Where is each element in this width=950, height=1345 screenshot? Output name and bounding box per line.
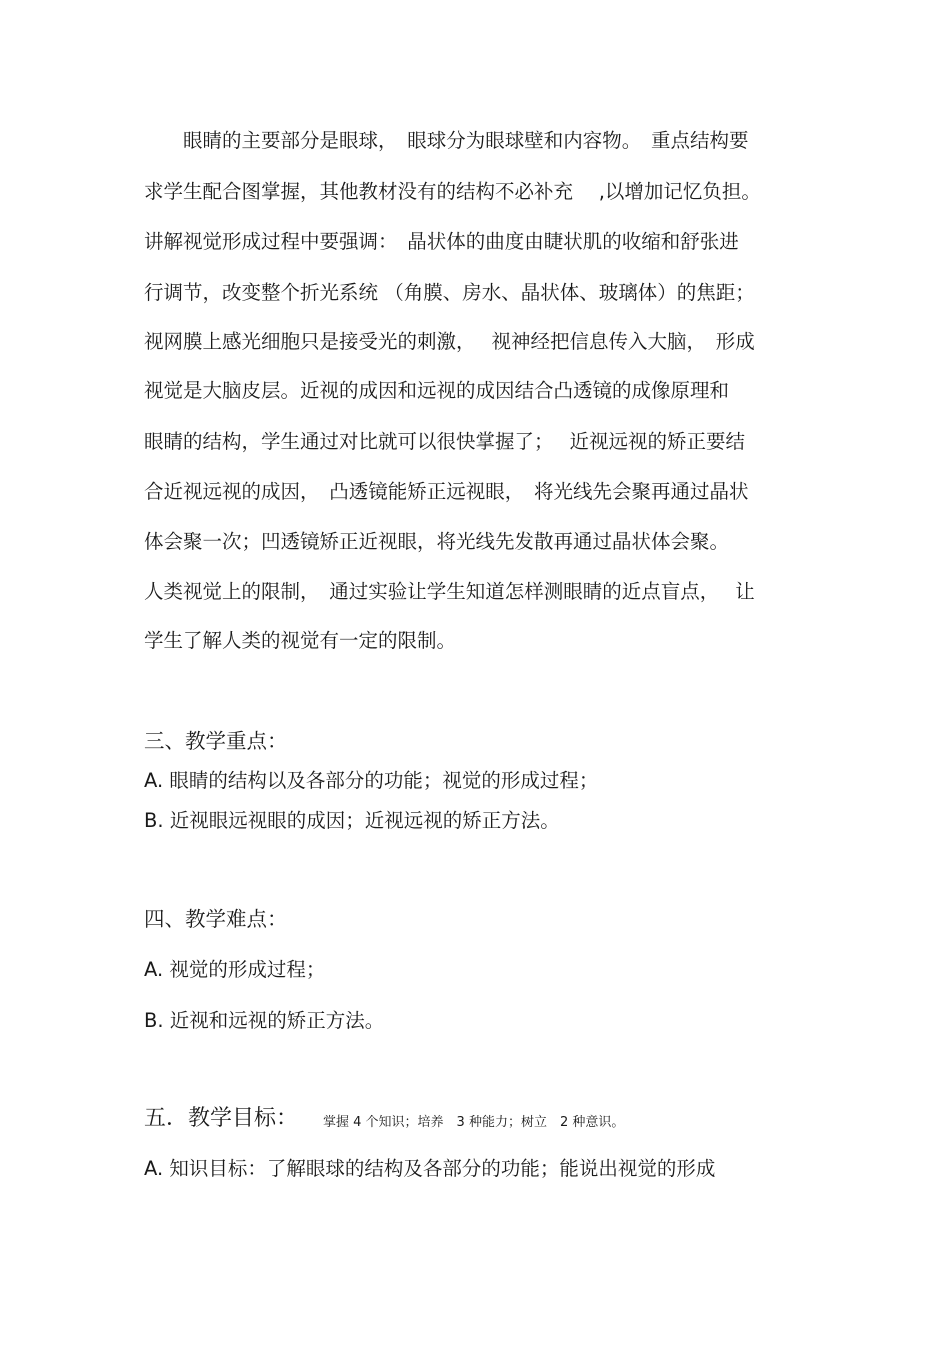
paragraph-line: 眼睛的结构，学生通过对比就可以很快掌握了； 近视远视的矫正要结 [144,430,745,453]
paragraph-line: 体会聚一次；凹透镜矫正近视眼，将光线先发散再通过晶状体会聚。 [144,530,730,553]
section-heading-key-points: 三、教学重点： [144,729,288,753]
paragraph-line: 求学生配合图掌握，其他教材没有的结构不必补充 ,以增加记忆负担。 [144,180,761,203]
list-item: A. 知识目标：了解眼球的结构及各部分的功能；能说出视觉的形成 [144,1157,716,1180]
section-heading-difficulties: 四、教学难点： [144,907,288,931]
objectives-note: 掌握 4 个知识；培养 3 种能力；树立 2 种意识。 [323,1115,625,1130]
list-item: B. 近视和远视的矫正方法。 [144,1009,385,1032]
paragraph-line: 讲解视觉形成过程中要强调： 晶状体的曲度由睫状肌的收缩和舒张进 [144,230,739,253]
section-heading-objectives: 五．教学目标： [144,1106,299,1131]
paragraph-line: 合近视远视的成因， 凸透镜能矫正远视眼， 将光线先会聚再通过晶状 [144,480,749,503]
list-item: A. 眼睛的结构以及各部分的功能；视觉的形成过程； [144,769,599,792]
paragraph-line: 视网膜上感光细胞只是接受光的刺激， 视神经把信息传入大脑， 形成 [144,330,755,353]
list-item: A. 视觉的形成过程； [144,958,326,981]
paragraph-line: 眼睛的主要部分是眼球， 眼球分为眼球壁和内容物。 重点结构要 [144,129,749,152]
paragraph-line: 学生了解人类的视觉有一定的限制。 [144,629,457,652]
paragraph-line: 人类视觉上的限制， 通过实验让学生知道怎样测眼睛的近点盲点， 让 [144,580,755,603]
list-item: B. 近视眼远视眼的成因；近视远视的矫正方法。 [144,809,560,832]
paragraph-line: 视觉是大脑皮层。近视的成因和远视的成因结合凸透镜的成像原理和 [144,379,730,402]
paragraph-line: 行调节，改变整个折光系统 （角膜、房水、晶状体、玻璃体）的焦距； [144,281,755,304]
